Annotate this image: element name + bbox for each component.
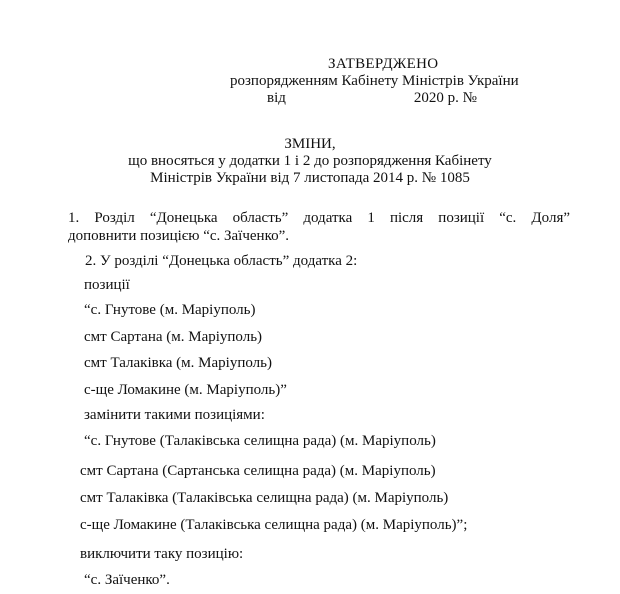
text-line: смт Талаківка (м. Маріуполь) <box>84 355 272 371</box>
text-line: “с. Заїченко”. <box>84 572 170 588</box>
text-line: виключити таку позицію: <box>80 546 244 562</box>
text-line: смт Сартана (Сартанська селищна рада) (м. Маріуполь) <box>80 463 436 479</box>
text-line: “с. Гнутове (Талаківська селищна рада) (м. Маріуполь) <box>84 433 436 449</box>
text-line: смт Талаківка (Талаківська селищна рада) (м. Маріуполь) <box>80 490 449 506</box>
text-line: с-ще Ломакине (Талаківська селищна рада) (м. Маріуполь)”; <box>80 517 468 533</box>
text-line: позиції <box>84 277 130 293</box>
document-heading: ЗМІНИ, <box>284 136 336 152</box>
text-line: “с. Гнутове (м. Маріуполь) <box>84 302 256 318</box>
date-suffix: 2020 р. № <box>413 90 477 106</box>
date-prefix: від <box>267 90 286 106</box>
approval-authority: розпорядженням Кабінету Міністрів України <box>230 73 519 89</box>
text-line: смт Сартана (м. Маріуполь) <box>84 329 263 345</box>
paragraph-2: 2. У розділі “Донецька область” додатка 2: <box>85 253 358 269</box>
paragraph-1-line2: доповнити позицією “с. Заїченко”. <box>68 228 290 244</box>
document-subtitle-line2: Міністрів України від 7 листопада 2014 р. № 1085 <box>150 170 470 186</box>
document-subtitle-line1: що вносяться у додатки 1 і 2 до розпорядження Кабінету <box>128 153 492 169</box>
text-line: с-ще Ломакине (м. Маріуполь)” <box>84 382 287 398</box>
text-line: замінити такими позиціями: <box>84 407 265 423</box>
approval-date-line <box>267 90 477 107</box>
paragraph-1-line1: 1. Розділ “Донецька область” додатка 1 після позиції “с. Доля” <box>68 210 570 226</box>
approval-stamp-title: ЗАТВЕРДЖЕНО <box>328 56 439 72</box>
